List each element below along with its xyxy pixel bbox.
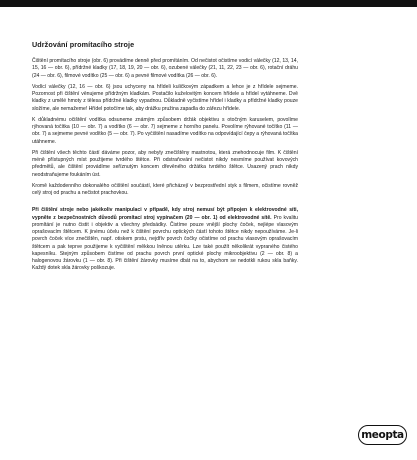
paragraph-6-text: Pro kvalitu promítání je nutno čistit i objektiv a všechny předsádky. Čistíme pouze vnější plochy čoček, nejlépe vlasovým oprašovacím štětcem. K jinému účelu než k čištění povrchu optických částí tohoto štětce nikdy nepoužíváme. Je-li povrch čoček více znečištěn, např. otiskem prstu, nejdřív povrch čočky očistíme od prachu vlasovým oprašovacím štětcem a pak teprve použijeme k vyčištění měkkou lněnou utěrku. Lze také použít několikrát vypraného čistého kapesníku. Stejným způsobem čistíme od prachu povrch první optické plochy mikroobjektivu (2 — obr. 8) a halogenovou žárovku (1 — obr. 8). Při čištění žárovky musíme dbát na to, abychom se nedotkli rukou skla baňky. Každý dotek skla žárovky poškozuje. [32,214,298,272]
paragraph-3: K důkladnému očištění vodítka odsuneme známým způsobem držák objektivu s otočným karuselem, povolíme rýhovaná točítka (10 — obr. 7) a vodítko (6 — obr. 7) sejmeme z horního panelu. Povolíme rýhované točítko (11 — obr. 7) a sejmeme pevné vodítko (5 — obr. 7). Po vyčištění nasadíme vodítko na odpovídající čepy a rýhovaná točítka utáhneme. [32,116,298,145]
paragraph-2: Vodící válečky (12, 16 — obr. 6) jsou uchyceny na hřídeli kuličkovým západkem a lehce je z hřídele sejmeme. Pozornost při čištění věnujeme přídržným kladkám. Postačilo kuželovitým koncem hřídele a hřídel vytáhneme. Dvě kladky z umělé hmoty z tělesa přídržné kladky vypadnou. Důkladně vyčistíme hřídel i kladky a přídržné kladky pouze složíme, ale nemažeme! Hřídel potočíme tak, aby drážku pružina zapadla do zářezu hřídele. [32,83,298,112]
meopta-logo: meopta [358,425,407,445]
top-black-bar [0,0,417,7]
paragraph-1: Čištění promítacího stroje (obr. 6) provádíme denně před promítáním. Od nečistot očistíme vodicí válečky (12, 13, 14, 15, 16 — obr. 6), přídržné kladky (17, 18, 19, 20 — obr. 6), ozubené válečky (21, 11, 22, 23 — obr. 6), rotační dráhu (24 — obr. 6), filmové vodítko (25 — obr. 6) a pevné filmové vodítka (26 — obr. 6). [32,58,298,79]
document-title: Udržování promítacího stroje [32,40,135,49]
paragraph-6 [32,207,298,272]
document-body [32,40,298,277]
paragraph-5: Kromě každodenního dokonalého očištění součástí, které přicházejí v bezprostřední styk s filmem, očistíme rovněž celý stroj od prachu a nečistot prachovkou. [32,182,298,196]
paragraph-6-warning: Při čištění stroje nebo jakékoliv manipulaci v případě, kdy stroj nemusí být připojen k elektrovodné síti, vypněte z bezpečnostních důvodů promítací stroj vypínačem (20 — obr. 1) od elektrovodné sítě. [32,207,298,221]
paragraph-4: Při čištění všech těchto částí dáváme pozor, aby nebyly znečištěny mastnotou, která znehodnocuje film. K čištění méně přístupných míst použijeme tvrdého štětce. Při odstraňování nečistot nikdy nesmíme používat kovových předmětů, ale čištění provádíme seříznutým koncem dřevěného držátka tvrdého štětce. Usazený prach nikdy neodstraňujeme foukáním úst. [32,149,298,178]
